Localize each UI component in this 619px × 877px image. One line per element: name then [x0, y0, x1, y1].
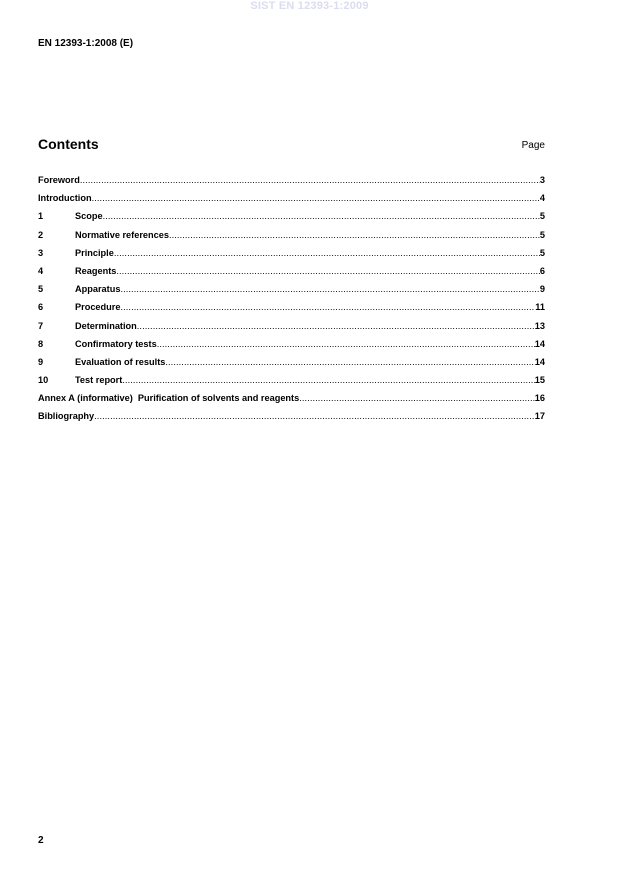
- toc-entry-title: Introduction: [38, 193, 92, 204]
- toc-entry-number: 9: [38, 356, 44, 367]
- toc-entry-number: 7: [38, 320, 44, 331]
- toc-entry-number: 1: [38, 211, 44, 222]
- toc-entry-title: Annex A (informative) Purification of solvents and reagents: [38, 393, 300, 404]
- dot-leader: [169, 230, 540, 240]
- toc-entry-title: Normative references: [75, 229, 169, 240]
- dot-leader: [114, 248, 540, 258]
- toc-entry-apparatus[interactable]: [38, 284, 545, 302]
- toc-entry-test-report[interactable]: [38, 375, 545, 393]
- toc-entry-page: 16: [534, 393, 545, 404]
- toc-entry-page: 5: [539, 229, 545, 240]
- toc-entry-page: 11: [535, 302, 545, 313]
- toc-entry-title: Confirmatory tests: [75, 338, 157, 349]
- page-column-label: Page: [521, 140, 545, 151]
- toc-entry-number: 3: [38, 247, 44, 258]
- toc-entry-title: Determination: [75, 320, 137, 331]
- toc-entry-page: 5: [539, 247, 545, 258]
- dot-leader: [116, 266, 540, 276]
- toc-entry-bibliography[interactable]: [38, 411, 545, 429]
- watermark-text: SIST EN 12393-1:2009: [250, 0, 369, 12]
- toc-entry-reagents[interactable]: [38, 266, 545, 284]
- toc-entry-page: 15: [534, 375, 545, 386]
- dot-leader: [122, 375, 534, 385]
- toc-entry-determination[interactable]: [38, 321, 545, 339]
- dot-leader: [157, 339, 535, 349]
- toc-entry-title: Bibliography: [38, 411, 95, 422]
- toc-entry-number: 4: [38, 265, 44, 276]
- toc-entry-page: 6: [539, 265, 545, 276]
- dot-leader: [165, 357, 534, 367]
- page-number: 2: [38, 835, 44, 846]
- toc-entry-evaluation-of-results[interactable]: [38, 357, 545, 375]
- toc-entry-title: Evaluation of results: [75, 356, 166, 367]
- toc-entry-title: Apparatus: [75, 284, 121, 295]
- toc-entry-page: 5: [539, 211, 545, 222]
- contents-heading: Contents: [38, 136, 99, 152]
- dot-leader: [92, 193, 540, 203]
- toc-entry-principle[interactable]: [38, 248, 545, 266]
- toc-entry-confirmatory-tests[interactable]: [38, 339, 545, 357]
- toc-entry-title: Principle: [75, 247, 114, 258]
- dot-leader: [137, 321, 535, 331]
- toc-entry-annex-a[interactable]: [38, 393, 545, 411]
- toc-entry-page: 9: [539, 284, 545, 295]
- document-reference: EN 12393-1:2008 (E): [38, 38, 134, 49]
- dot-leader: [120, 302, 535, 312]
- toc-entry-title: Reagents: [75, 265, 117, 276]
- toc-entry-number: 2: [38, 229, 44, 240]
- toc-entry-page: 4: [539, 193, 545, 204]
- dot-leader: [299, 393, 535, 403]
- toc-entry-number: 6: [38, 302, 44, 313]
- dot-leader: [94, 411, 535, 421]
- toc-entry-number: 5: [38, 284, 44, 295]
- toc-entry-foreword[interactable]: [38, 175, 545, 193]
- toc-entry-title: Procedure: [75, 302, 121, 313]
- dot-leader: [103, 211, 540, 221]
- toc-entry-scope[interactable]: [38, 211, 545, 229]
- toc-entry-normative-references[interactable]: [38, 230, 545, 248]
- dot-leader: [80, 175, 540, 185]
- toc-entry-number: 8: [38, 338, 44, 349]
- toc-entry-procedure[interactable]: [38, 302, 545, 320]
- toc-entry-title: Test report: [75, 375, 123, 386]
- dot-leader: [120, 284, 539, 294]
- toc-entry-page: 14: [534, 356, 545, 367]
- toc-entry-page: 13: [534, 320, 545, 331]
- table-of-contents: [38, 175, 545, 430]
- toc-entry-title: Scope: [75, 211, 103, 222]
- toc-entry-number: 10: [38, 375, 49, 386]
- toc-entry-page: 3: [539, 175, 545, 185]
- toc-entry-title: Foreword: [38, 175, 80, 185]
- toc-entry-introduction[interactable]: [38, 193, 545, 211]
- toc-entry-page: 14: [534, 338, 545, 349]
- toc-entry-page: 17: [534, 411, 545, 422]
